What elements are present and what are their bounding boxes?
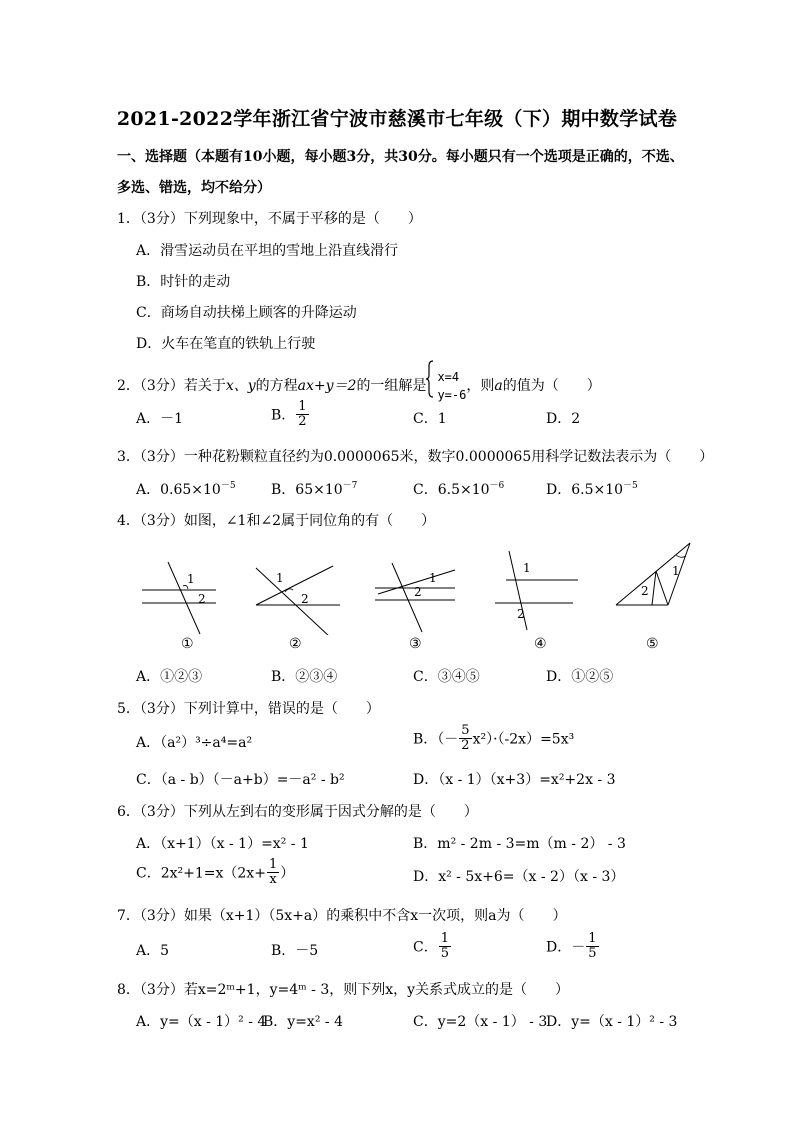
fig3-angle-2: 2 bbox=[414, 585, 422, 599]
question-1-option-c[interactable]: C．商场自动扶梯上顾客的升降运动 bbox=[136, 305, 357, 321]
q2-text-4: ，则 bbox=[466, 378, 495, 394]
q7-option-c-label: C． bbox=[413, 939, 438, 956]
question-5-option-c[interactable]: C．（a - b）（－a+b）=－a² - b² bbox=[136, 772, 345, 788]
q3-option-b-exp: －7 bbox=[342, 481, 358, 491]
question-6-stem: 6．（3分）下列从左到右的变形属于因式分解的是（ ） bbox=[117, 804, 478, 820]
question-3-option-d[interactable] bbox=[546, 479, 638, 499]
q5-option-b-fraction bbox=[459, 724, 471, 753]
q3-option-d-base: D．6.5×10 bbox=[546, 482, 624, 498]
q2-vars: x、y bbox=[225, 378, 256, 394]
question-6-option-d[interactable]: D．x² - 5x+6=（x - 2）（x - 3） bbox=[413, 869, 625, 885]
fig-label-5: ⑤ bbox=[646, 636, 659, 652]
fig1-angle-1: 1 bbox=[187, 572, 195, 586]
q3-option-a-base: A．0.65×10 bbox=[136, 482, 221, 498]
question-3-option-a[interactable] bbox=[136, 479, 236, 499]
q7-option-d-label: D．－ bbox=[546, 939, 586, 956]
q2-text-3: 的一组解是 bbox=[356, 378, 427, 394]
question-1-option-a[interactable]: A．滑雪运动员在平坦的雪地上沿直线滑行 bbox=[136, 243, 399, 259]
question-5-option-a[interactable]: A．（a²）³÷a⁴=a² bbox=[136, 735, 253, 751]
q3-option-b-base: B．65×10 bbox=[271, 482, 343, 498]
question-2-option-b[interactable] bbox=[271, 400, 310, 429]
q2-var-a: a bbox=[494, 378, 503, 394]
question-8-option-c[interactable]: C．y=2（x - 1） - 3 bbox=[413, 1014, 548, 1030]
fig4-angle-1: 1 bbox=[523, 561, 531, 575]
question-6-option-a[interactable]: A．（x+1）（x - 1）=x² - 1 bbox=[136, 836, 309, 852]
fig-label-3: ③ bbox=[409, 636, 422, 652]
q5-option-b-post: x²）·（-2x）=5x³ bbox=[472, 731, 575, 748]
q2-system-line-2: y=-6 bbox=[437, 388, 467, 402]
q7-d-denominator: 5 bbox=[588, 946, 597, 961]
question-4-option-d[interactable]: D．①②⑤ bbox=[546, 669, 614, 685]
question-8-option-a[interactable]: A．y=（x - 1）² - 4 bbox=[136, 1014, 267, 1030]
question-4-stem: 4．（3分）如图，∠1和∠2属于同位角的有（ ） bbox=[117, 513, 436, 529]
q6-option-c-post: ） bbox=[280, 865, 295, 882]
fig3-angle-1: 1 bbox=[429, 571, 437, 585]
q3-option-a-exp: －5 bbox=[220, 481, 236, 491]
question-1-option-b[interactable]: B．时针的走动 bbox=[136, 274, 231, 290]
exam-title: 2021-2022学年浙江省宁波市慈溪市七年级（下）期中数学试卷 bbox=[116, 108, 678, 130]
question-6-option-c[interactable] bbox=[136, 858, 294, 887]
q2-fraction-numerator: 1 bbox=[298, 399, 307, 414]
fig2-angle-1: 1 bbox=[276, 571, 284, 585]
q2-text-2: 的方程 bbox=[255, 378, 298, 394]
question-7-option-d[interactable] bbox=[546, 932, 600, 961]
q5-fraction-numerator: 5 bbox=[461, 723, 470, 738]
question-1-option-d[interactable]: D．火车在笔直的铁轨上行驶 bbox=[136, 336, 316, 352]
question-7-option-a[interactable]: A．5 bbox=[136, 943, 170, 959]
figure-5 bbox=[616, 543, 690, 605]
question-5-stem: 5．（3分）下列计算中，错误的是（ ） bbox=[117, 701, 380, 717]
fig-label-4: ④ bbox=[534, 636, 547, 652]
q2-system bbox=[434, 368, 466, 404]
section-heading: 一、选择题（本题有10小题，每小题3分，共30分。每小题只有一个选项是正确的，不选、多选、错选，均不给分） bbox=[117, 149, 684, 196]
fig-label-1: ① bbox=[181, 636, 194, 652]
fig-label-2: ② bbox=[289, 636, 302, 652]
question-5-option-d[interactable]: D．（x - 1）（x+3）=x²+2x - 3 bbox=[413, 772, 616, 788]
q2-text-5: 的值为（ ） bbox=[502, 378, 601, 394]
q6-option-c-fraction bbox=[267, 858, 279, 887]
q7-c-denominator: 5 bbox=[440, 946, 449, 961]
question-2-option-d[interactable]: D．2 bbox=[546, 411, 581, 427]
q2-equation: ax+y＝2 bbox=[297, 378, 357, 394]
question-7-option-c[interactable] bbox=[413, 932, 452, 961]
fig5-angle-1: 1 bbox=[672, 564, 680, 578]
fig4-angle-2: 2 bbox=[517, 607, 525, 621]
fig2-angle-2: 2 bbox=[301, 592, 309, 606]
question-4-option-c[interactable]: C．③④⑤ bbox=[413, 669, 480, 685]
question-2-stem bbox=[117, 360, 601, 412]
question-4-option-b[interactable]: B．②③④ bbox=[271, 669, 338, 685]
q6-option-c-pre: C．2x²+1=x（2x+ bbox=[136, 865, 266, 882]
question-4-option-a[interactable]: A．①②③ bbox=[136, 669, 203, 685]
q7-option-c-fraction bbox=[439, 932, 451, 961]
question-8-stem: 8．（3分）若x=2ᵐ+1，y=4ᵐ - 3，则下列x，y关系式成立的是（ ） bbox=[117, 982, 570, 998]
q7-c-numerator: 1 bbox=[440, 931, 449, 946]
q5-option-b-pre: B．（－ bbox=[413, 731, 459, 748]
q7-d-numerator: 1 bbox=[588, 931, 597, 946]
question-2-option-c[interactable]: C．1 bbox=[413, 411, 447, 427]
question-1-stem: 1．（3分）下列现象中，不属于平移的是（ ） bbox=[117, 211, 422, 227]
fig1-angle-2: 2 bbox=[198, 592, 206, 606]
q2-fraction-denominator: 2 bbox=[298, 414, 307, 429]
question-3-option-c[interactable] bbox=[413, 479, 504, 499]
q2-brace bbox=[426, 360, 434, 412]
question-5-option-b[interactable] bbox=[413, 724, 574, 753]
question-8-option-d[interactable]: D．y=（x - 1）² - 3 bbox=[546, 1014, 678, 1030]
question-8-option-b[interactable]: B．y=x² - 4 bbox=[263, 1014, 343, 1030]
figure-4 bbox=[495, 551, 578, 630]
figure-1 bbox=[142, 562, 216, 634]
question-3-stem: 3．（3分）一种花粉颗粒直径约为0.0000065米，数字0.0000065用科学记数法表示为（ ） bbox=[117, 449, 714, 465]
question-7-option-b[interactable]: B．－5 bbox=[271, 943, 319, 959]
q3-option-d-exp: －5 bbox=[623, 481, 638, 491]
q3-option-c-base: C．6.5×10 bbox=[413, 482, 490, 498]
figure-2 bbox=[256, 566, 340, 635]
q4-figures bbox=[0, 535, 794, 635]
q2-text-1: 2．（3分）若关于 bbox=[117, 378, 226, 394]
q7-option-d-fraction bbox=[586, 932, 598, 961]
q2-option-b-fraction bbox=[296, 400, 308, 429]
question-3-option-b[interactable] bbox=[271, 479, 357, 499]
q2-system-line-1: x=4 bbox=[437, 370, 460, 384]
question-6-option-b[interactable]: B．m² - 2m - 3=m（m - 2） - 3 bbox=[413, 836, 626, 852]
question-2-option-a[interactable]: A．－1 bbox=[136, 411, 184, 427]
figure-3 bbox=[375, 563, 455, 632]
question-7-stem: 7．（3分）如果（x+1）（5x+a）的乘积中不含x一次项，则a为（ ） bbox=[117, 908, 567, 924]
q2-option-b-label: B． bbox=[271, 407, 296, 424]
q6-fraction-denominator: x bbox=[269, 872, 277, 887]
q3-option-c-exp: －6 bbox=[489, 481, 505, 491]
q6-fraction-numerator: 1 bbox=[268, 857, 278, 872]
fig5-angle-2: 2 bbox=[641, 584, 649, 598]
q5-fraction-denominator: 2 bbox=[461, 738, 470, 753]
